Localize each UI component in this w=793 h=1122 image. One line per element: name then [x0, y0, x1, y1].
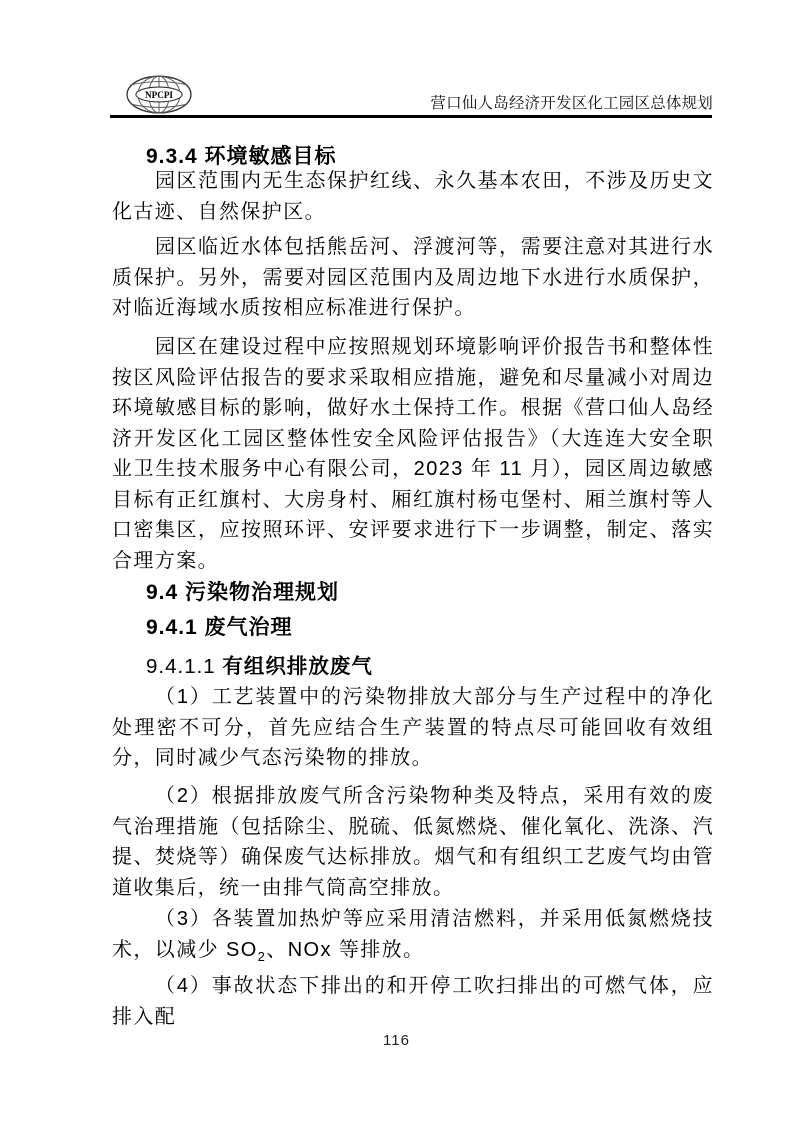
- so2-subscript: 2: [257, 948, 267, 964]
- header-rule: [110, 115, 712, 118]
- paragraph-sensitive-targets-3: 园区在建设过程中应按照规划环境影响评价报告书和整体性按区风险评估报告的要求采取相应措施，避免和尽量减小对周边环境敏感目标的影响，做好水土保持工作。根据《营口仙人岛经济开发区化工园区整体性安全风险评估报告》（大连连大安全职业卫生技术服务中心有限公司，2023 年 11 月），园区周边敏感目标有正红旗村、大房身村、厢红旗村杨屯堡村、厢兰旗村等人口密集区，应按照环评、安评要求进行下一步调整，制定、落实合理方案。: [112, 336, 714, 572]
- paragraph-waste-gas-4: （4）事故状态下排出的和开停工吹扫排出的可燃气体，应排入配: [112, 975, 714, 1028]
- waste-gas-3-text: （3）各装置加热炉等应采用清洁燃料，并采用低氮燃烧技术，以减少 SO: [112, 908, 714, 961]
- paragraph-waste-gas-2: （2）根据排放废气所含污染物种类及特点，采用有效的废气治理措施（包括除尘、脱硫、低氮燃烧、催化氧化、洗涤、汽提、焚烧等）确保废气达标排放。烟气和有组织工艺废气均由管道收集后，统一由排气筒高空排放。: [112, 785, 714, 899]
- paragraph-waste-gas-1: （1）工艺装置中的污染物排放大部分与生产过程中的净化处理密不可分，首先应结合生产装置的特点尽可能回收有效组分，同时减少气态污染物的排放。: [112, 686, 714, 769]
- globe-icon: [125, 74, 193, 115]
- page-number: 116: [383, 1032, 410, 1049]
- paragraph-waste-gas-3: [112, 904, 714, 965]
- npcpi-logo-text: NPCPI: [144, 89, 174, 100]
- page-header: [112, 74, 713, 115]
- section-heading-9-3-4: 9.3.4 环境敏感目标: [146, 145, 337, 168]
- waste-gas-3-text-end: 、NOx 等排放。: [266, 938, 425, 961]
- section-heading-9-4-1: 9.4.1 废气治理: [146, 616, 293, 639]
- npcpi-logo: [125, 74, 193, 115]
- heading-title: 有组织排放废气: [222, 655, 373, 678]
- section-heading-9-4-1-1: [112, 649, 748, 679]
- section-heading-9-4: 9.4 污染物治理规划: [146, 581, 340, 604]
- paragraph-sensitive-targets-2: 园区临近水体包括熊岳河、浮渡河等，需要注意对其进行水质保护。另外，需要对园区范围内及周边地下水进行水质保护，对临近海域水质按相应标准进行保护。: [112, 236, 714, 319]
- paragraph-sensitive-targets-1: 园区范围内无生态保护红线、永久基本农田，不涉及历史文化古迹、自然保护区。: [112, 170, 714, 223]
- header-title: 营口仙人岛经济开发区化工园区总体规划: [430, 95, 713, 112]
- heading-number: 9.4.1.1: [146, 655, 216, 678]
